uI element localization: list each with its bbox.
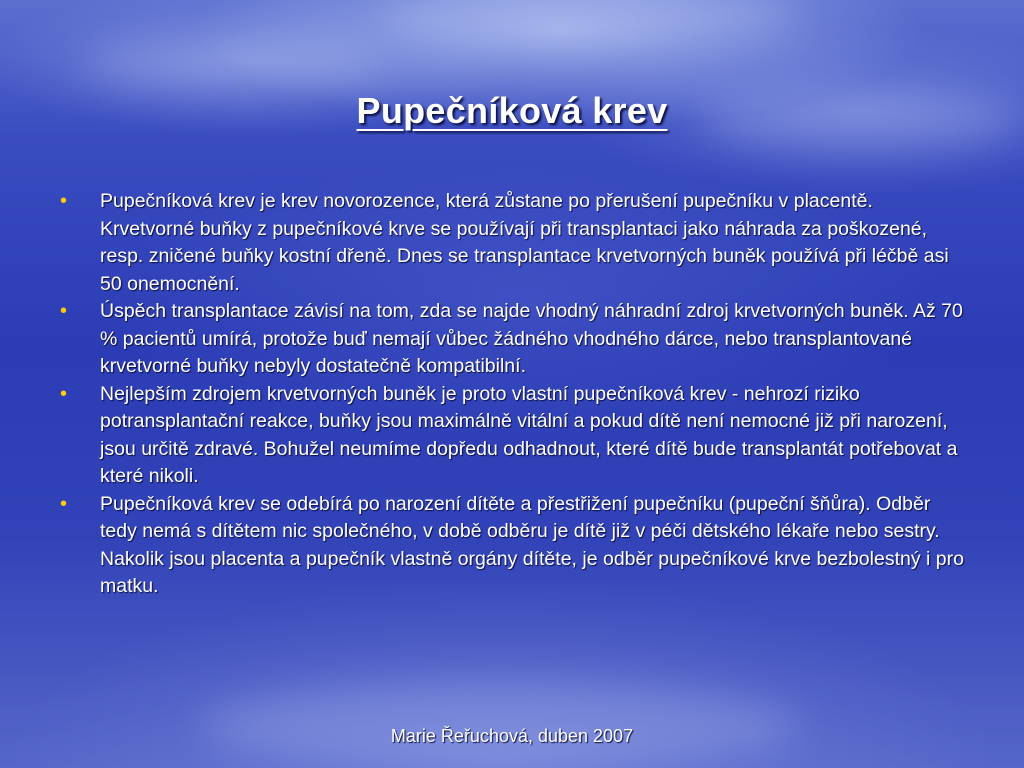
bullet-text: Pupečníková krev je krev novorozence, která zůstane po přerušení pupečníku v placentě. Krvetvorné buňky z pupečníkové krve se používají při transplantaci jako náhrada za poškozené, resp. zničené buňky kostní dřeně. Dnes se transplantace krvetvorných buněk používá při léčbě asi 50 onemocnění. — [100, 190, 949, 295]
slide-footer: Marie Řeřuchová, duben 2007 — [390, 726, 634, 746]
bullet-dot-icon: • — [60, 492, 68, 515]
background-cloud — [380, 0, 800, 50]
bullet-text: Nejlepším zdrojem krvetvorných buněk je proto vlastní pupečníková krev - nehrozí riziko potransplantační reakce, buňky jsou maximálně vitální a pokud dítě není nemocné již při narození, jsou určitě zdravé. Bohužel neumíme dopředu odhadnout, které dítě bude transplantát potřebovat a které nikoli. — [100, 382, 958, 487]
bullet-dot-icon: • — [60, 190, 68, 212]
bullet-list — [58, 188, 968, 601]
bullet-text: Úspěch transplantace závisí na tom, zda se najde vhodný náhradní zdroj krvetvorných buněk. Až 70 % pacientů umírá, protože buď nemají vůbec žádného vhodného dárce, nebo transplantované krvetvorné buňky nebyly dostatečně kompatibilní. — [100, 300, 963, 377]
bullet-dot-icon: • — [60, 300, 68, 322]
bullet-item — [58, 381, 968, 491]
bullet-text: Pupečníková krev se odebírá po narození dítěte a přestřižení pupečníku (pupeční šňůra). Odběr tedy nemá s dítětem nic společného, v době odběru je dítě již v péči dětského lékaře nebo sestry. Nakolik jsou placenta a pupečník vlastně orgány dítěte, je odběr pupečníkové krve bezbolestný i pro matku. — [100, 492, 964, 597]
slide-title: Pupečníková krev — [356, 90, 668, 131]
bullet-item — [58, 298, 968, 381]
bullet-item — [58, 188, 968, 298]
bullet-item — [58, 491, 968, 601]
bullet-dot-icon: • — [60, 382, 68, 405]
background-cloud — [80, 40, 380, 90]
background-cloud — [200, 680, 800, 768]
